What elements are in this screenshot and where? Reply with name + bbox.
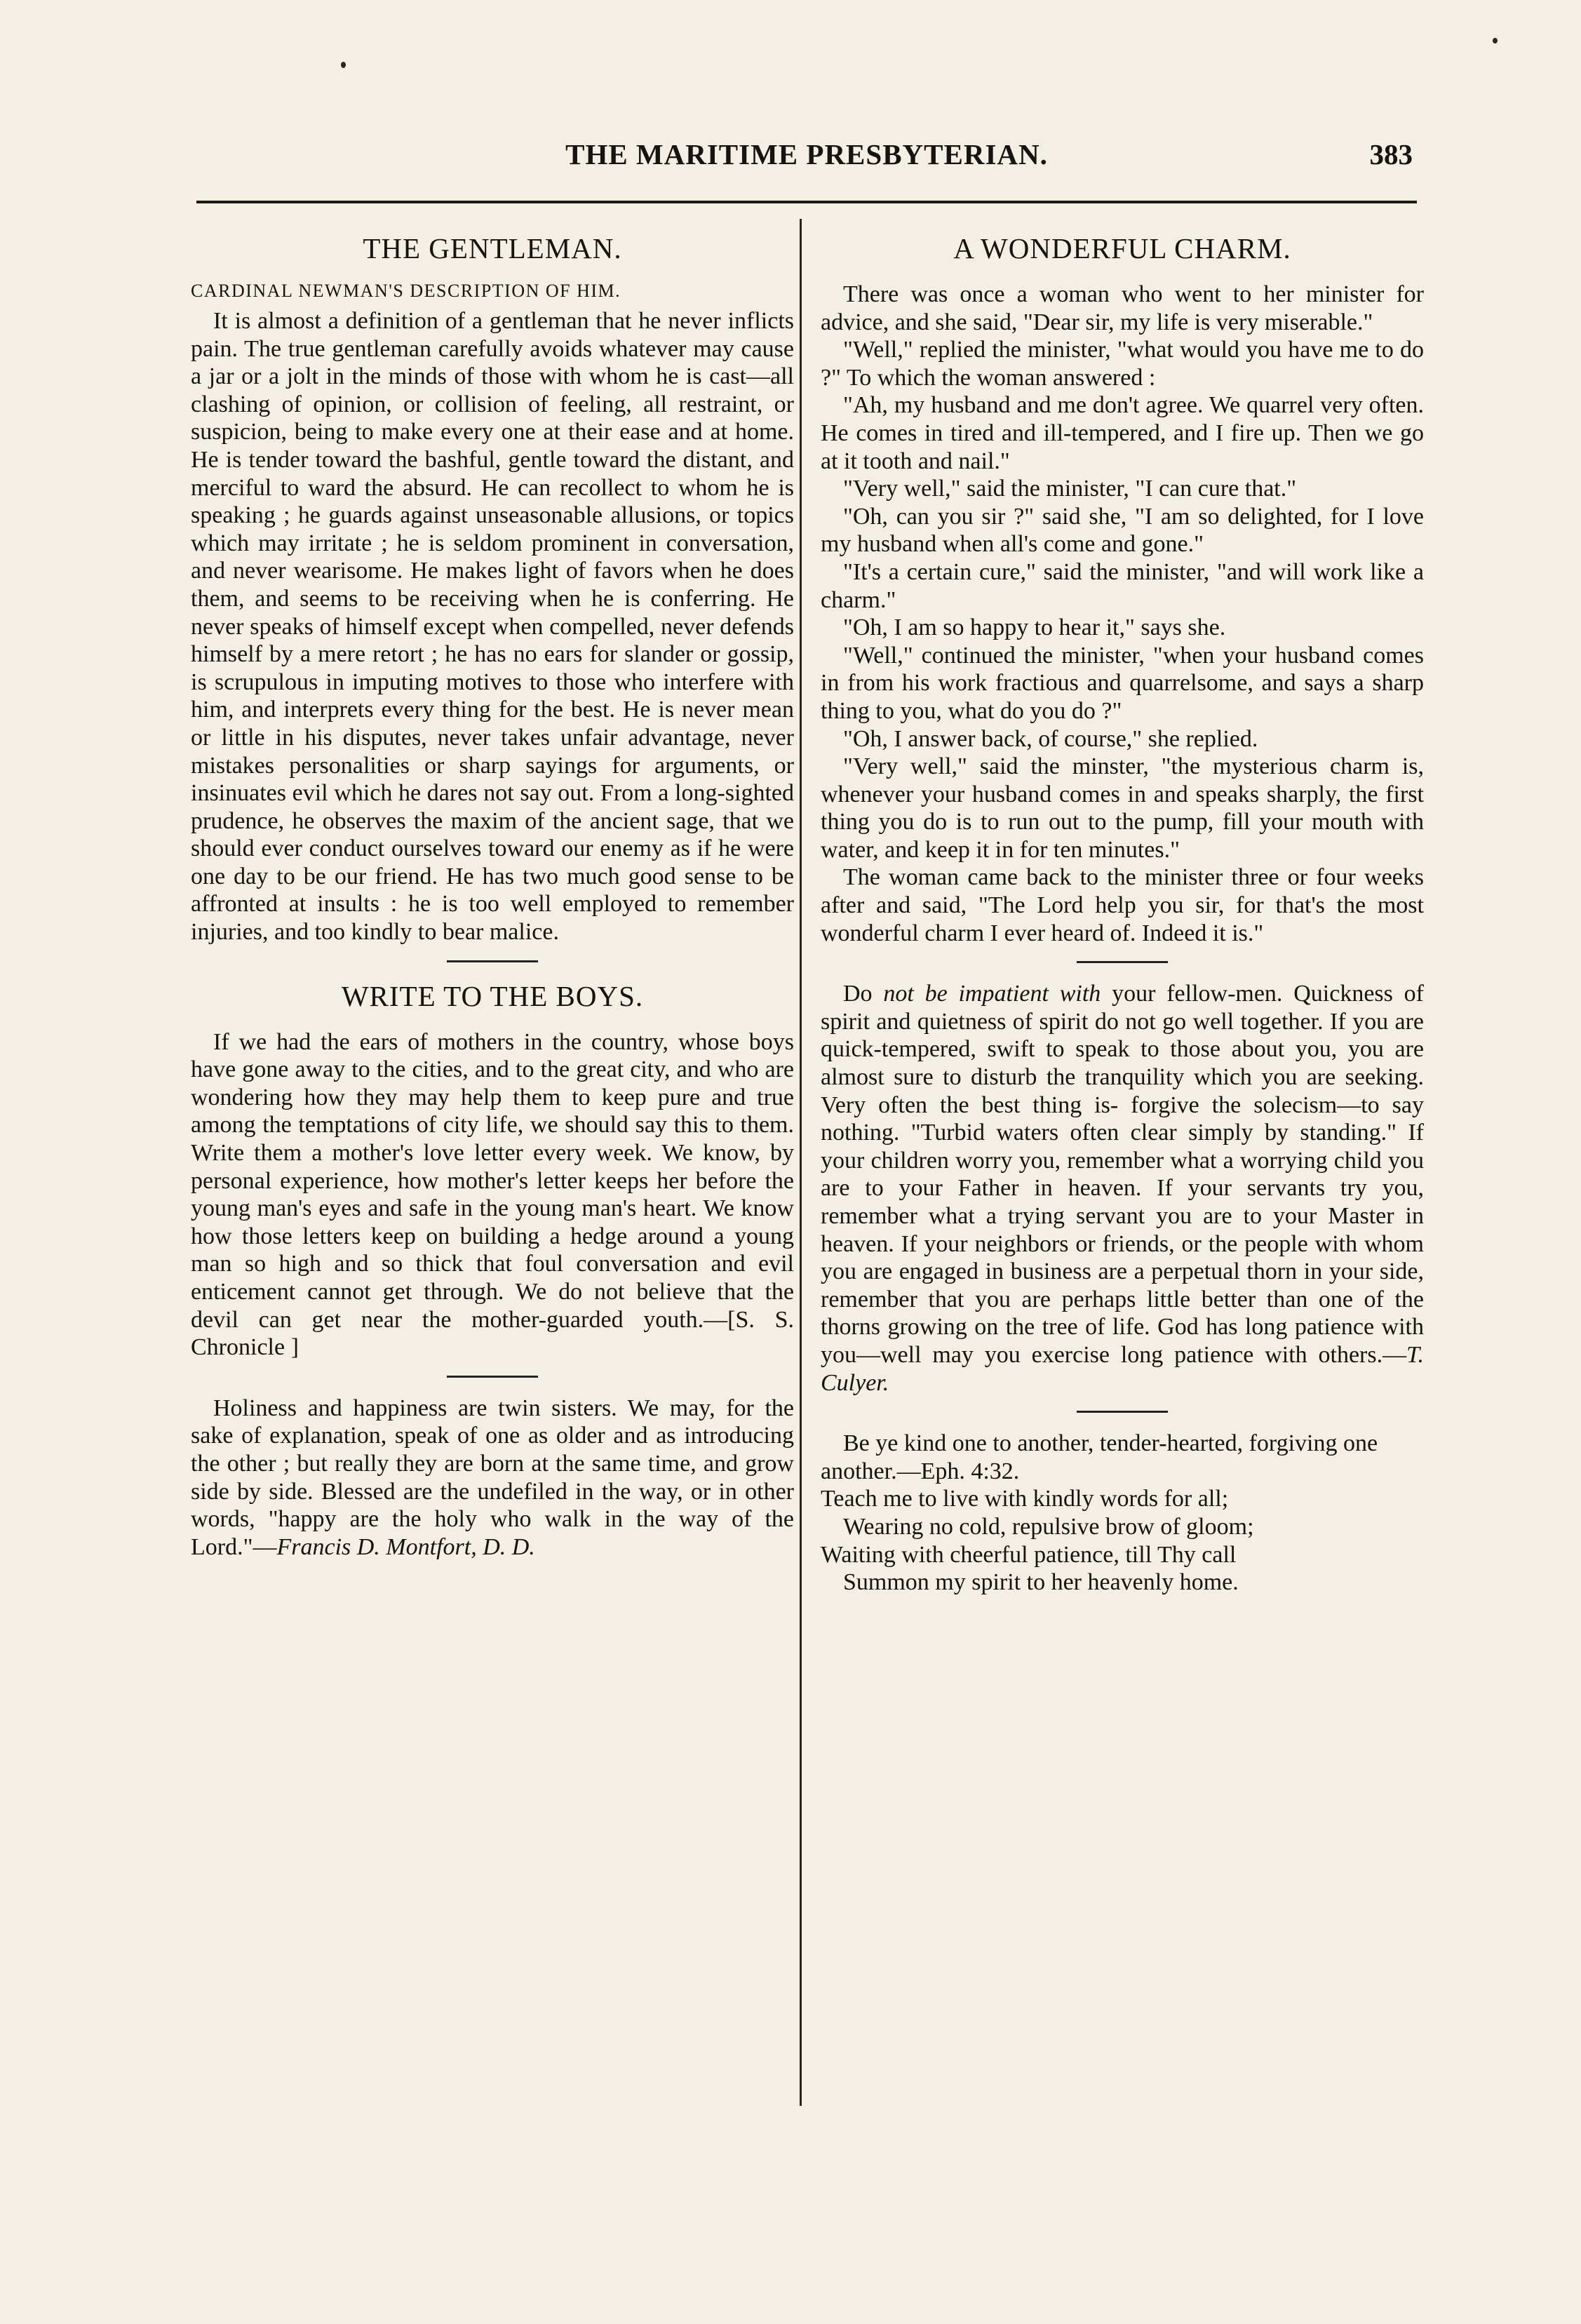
section-rule [1077, 961, 1168, 963]
article-patience [821, 980, 1424, 1397]
article-attribution: Francis D. Montfort, D. D. [276, 1533, 535, 1560]
paragraph: "Oh, I am so happy to hear it," says she. [843, 614, 1226, 641]
paragraph: "Well," continued the minister, "when your husband comes in from his work fractious and quarrelsome, and says a sharp thing to you, what do you do ?" [821, 642, 1424, 724]
poem-line: Wearing no cold, repulsive brow of gloom; [843, 1513, 1254, 1540]
article-write-to-the-boys [191, 979, 794, 1362]
article-gentleman [191, 231, 794, 946]
paragraph: "It's a certain cure," said the minister, "and will work like a charm." [821, 558, 1424, 613]
article-body [191, 1395, 794, 1561]
ink-speck [1493, 38, 1498, 43]
paragraph: The woman came back to the minister three or four weeks after and said, "The Lord help you sir, for that's the most wonderful charm I ever heard of. Indeed it is." [821, 864, 1424, 946]
article-holiness [191, 1395, 794, 1561]
article-be-ye-kind [821, 1430, 1424, 1597]
article-text: Do [843, 981, 884, 1007]
article-body: If we had the ears of mothers in the country, whose boys have gone away to the cities, and to the great city, and who are wondering how they may help them to keep pure and true among the temptations of city life, we should say this to them. Write them a mother's love letter every week. We know, by personal experience, how mother's letter keeps her before the young man's eyes and safe in the young man's heart. We know how those letters keep on building a hedge around a young man so high and so thick that foul conversation and evil enticement cannot get through. We do not believe that the devil can get near the mother-guarded youth.—[S. S. Chronicle ] [191, 1028, 794, 1361]
scripture-verse: Be ye kind one to another, tender-hearted, forgiving one another.—Eph. 4:32. [821, 1430, 1378, 1484]
publication-title: THE MARITIME PRESBYTERIAN. [565, 138, 1048, 170]
poem-line: Teach me to live with kindly words for all; [821, 1486, 1229, 1512]
article-heading: THE GENTLEMAN. [363, 232, 622, 264]
paragraph: "Oh, can you sir ?" said she, "I am so delighted, for I love my husband when all's come and gone." [821, 503, 1424, 558]
header-rule [196, 201, 1417, 203]
section-rule [1077, 1411, 1168, 1413]
section-rule [447, 960, 538, 962]
paragraph: "Very well," said the minster, "the mysterious charm is, whenever your husband comes in and speaks sharply, the first thing you do is to run out to the pump, fill your mouth with water, and keep it in for ten minutes." [821, 753, 1424, 863]
article-emphasis: not be impatient with [883, 981, 1101, 1007]
paragraph: "Well," replied the minister, "what would you have me to do ?" To which the woman answered : [821, 337, 1424, 391]
poem-line: Waiting with cheerful patience, till Thy call [821, 1541, 1237, 1568]
paragraph: "Ah, my husband and me don't agree. We quarrel very often. He comes in tired and ill-tempered, and I fire up. Then we go at it tooth and nail." [821, 392, 1424, 474]
column-divider [800, 219, 802, 2106]
right-column [821, 231, 1424, 1597]
article-text: Holiness and happiness are twin sisters. We may, for the sake of explanation, speak of one as older and as introducing the other ; but really they are born at the same time, and grow side by side. Blessed are the undefiled in the way, or in other words, "happy are the holy who walk in the way of the Lord."— [191, 1395, 794, 1560]
page-header [196, 137, 1417, 194]
paragraph: There was once a woman who went to her minister for advice, and she said, "Dear sir, my life is very miserable." [821, 281, 1424, 335]
article-heading: A WONDERFUL CHARM. [953, 232, 1291, 264]
article-attribution: T. Culyer. [821, 1341, 1424, 1396]
article-wonderful-charm [821, 231, 1424, 947]
paragraph: "Very well," said the minister, "I can cure that." [843, 476, 1297, 502]
paragraph: "Oh, I answer back, of course," she replied. [843, 725, 1258, 752]
section-rule [447, 1376, 538, 1378]
left-column [191, 231, 794, 1561]
article-body [821, 980, 1424, 1397]
article-subheading: CARDINAL NEWMAN'S DESCRIPTION OF HIM. [191, 281, 621, 301]
ink-speck [341, 62, 346, 68]
article-body: It is almost a definition of a gentleman that he never inflicts pain. The true gentleman carefully avoids whatever may cause a jar or a jolt in the minds of those with whom he is cast—all clashing of opinion, or collision of feeling, all restraint, or suspicion, being to make every one at their ease and at home. He is tender toward the bashful, gentle toward the distant, and merciful to ward the absurd. He can recollect to whom he is speaking ; he guards against unseasonable allusions, or topics which may irritate ; he is seldom prominent in conversation, and never wearisome. He makes light of favors when he does them, and seems to be receiving when he is conferring. He never speaks of himself except when compelled, never defends himself by a mere retort ; he has no ears for slander or gossip, is scrupulous in imputing motives to those who interfere with him, and interprets every thing for the best. He is never mean or little in his disputes, never takes unfair advantage, never mistakes personalities or sharp sayings for arguments, or insinuates evil which he dares not say out. From a long-sighted prudence, he observes the maxim of the ancient sage, that we should ever conduct ourselves toward our enemy as if he were one day to be our friend. He has two much good sense to be affronted at insults : he is too well employed to remember injuries, and too kindly to bear malice. [191, 308, 794, 946]
article-text: your fellow-men. Quickness of spirit and quietness of spirit do not go well together. If you are quick-tempered, swift to speak to those about you, you are almost sure to disturb the tranquility which you are seeking. Very often the best thing is- forgive the solecism—to say nothing. "Turbid waters often clear simply by standing." If your children worry you, remember what a worrying child you are to your Father in heaven. If your servants try you, remember what a trying servant you are to your Master in heaven. If your neighbors or friends, or the people with whom you are engaged in business are a perpetual thorn in your side, remember that you are perhaps little better than one of the thorns growing on the tree of life. God has long patience with you—well may you exercise long patience with others.— [821, 981, 1424, 1368]
poem-line: Summon my spirit to her heavenly home. [843, 1569, 1239, 1596]
article-heading: WRITE TO THE BOYS. [341, 979, 644, 1012]
page-number: 383 [1369, 138, 1413, 170]
